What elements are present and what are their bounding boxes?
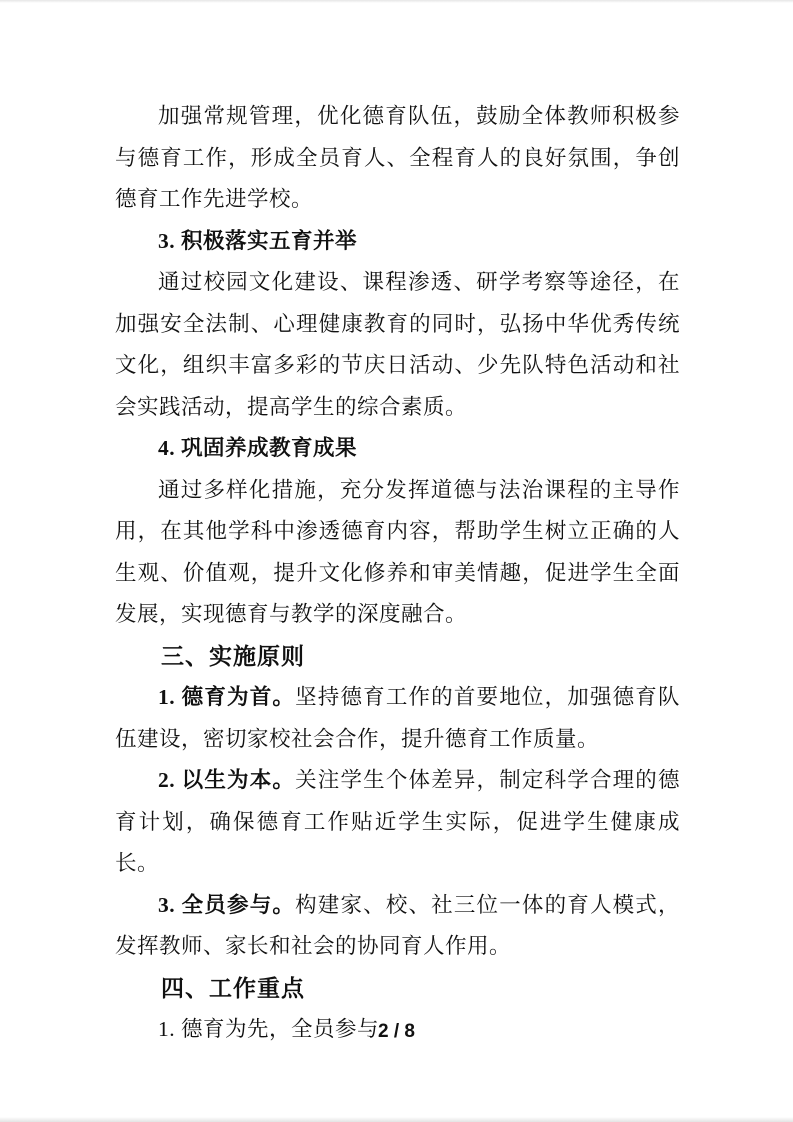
numbered-subheading: 4. 巩固养成教育成果 [158,436,358,460]
paragraph-text: 坚持德育工作的首要地位，加强德育队伍建设，密切家校社会合作，提升德育工作质量。 [115,685,680,751]
numbered-subheading: 3. 积极落实五育并举 [158,228,358,253]
paragraph: 通过多样化措施，充分发挥道德与法治课程的主导作用，在其他学科中渗透德育内容，帮助学生树立正确的人生观、价值观，提升文化修养和审美情趣，促进学生全面发展，实现德育与教学的深度融合。 [115,477,680,626]
list-item: 1. 德育为先，全员参与 [158,1017,380,1041]
section-heading: 四、工作重点 [161,974,305,1001]
lead-paragraph [115,677,680,760]
document-body [115,96,680,1051]
page-bottom-edge-shadow [0,1117,793,1122]
paragraph: 加强常规管理，优化德育队伍，鼓励全体教师积极参与德育工作，形成全员育人、全程育人的良好氛围，争创德育工作先进学校。 [115,104,680,211]
page-number: 2 / 8 [378,1021,415,1042]
paragraph-text: 关注学生个体差异，制定科学合理的德育计划，确保德育工作贴近学生实际，促进学生健康成长。 [115,768,680,875]
page-top-edge-shadow [0,0,793,3]
paragraph-lead: 1. 德育为首。 [158,685,296,709]
lead-paragraph [115,885,680,968]
paragraph-text: 构建家、校、社三位一体的育人模式，发挥教师、家长和社会的协同育人作用。 [115,892,680,958]
section-heading: 三、实施原则 [161,642,305,669]
paragraph-lead: 2. 以生为本。 [158,768,296,792]
paragraph: 通过校园文化建设、课程渗透、研学考察等途径，在加强安全法制、心理健康教育的同时，弘扬中华优秀传统文化，组织丰富多彩的节庆日活动、少先队特色活动和社会实践活动，提高学生的综合素质。 [115,270,680,419]
lead-paragraph [115,760,680,885]
paragraph-lead: 3. 全员参与。 [158,892,296,917]
